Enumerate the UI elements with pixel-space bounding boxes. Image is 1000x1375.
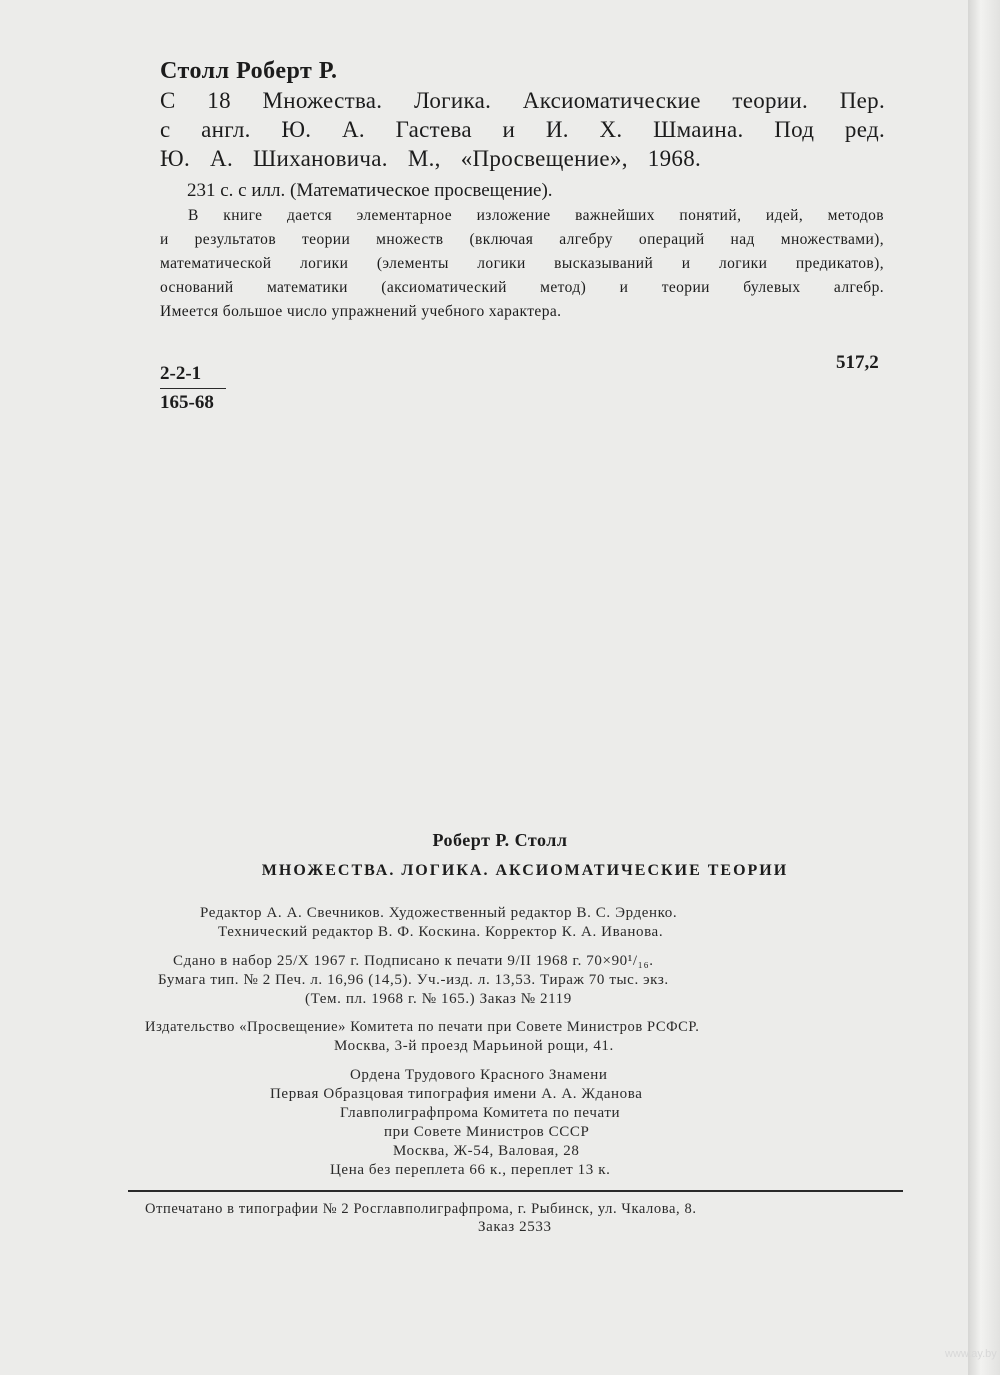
udc-code: 517,2 xyxy=(836,352,879,373)
imprint-publisher-1: Издательство «Просвещение» Комитета по печати при Совете Министров РСФСР. xyxy=(145,1019,700,1035)
bib-line-2: с англ. Ю. А. Гастева и И. Х. Шмаина. Под ред. xyxy=(160,117,885,142)
index-denominator: 165-68 xyxy=(160,392,214,413)
imprint-footer-2: Заказ 2533 xyxy=(478,1219,552,1235)
imprint-rule xyxy=(128,1190,903,1192)
annotation-line-3: математической логики (элементы логики высказываний и логики предикатов), xyxy=(160,255,884,272)
imprint-printer-1: Ордена Трудового Красного Знамени xyxy=(350,1067,608,1083)
annotation-line-5: Имеется большое число упражнений учебного характера. xyxy=(160,303,562,320)
imprint-editors-2: Технический редактор В. Ф. Коскина. Корректор К. А. Иванова. xyxy=(218,924,664,940)
bib-line-1: С 18 Множества. Логика. Аксиоматические теории. Пер. xyxy=(160,88,885,113)
imprint-print-1: Сдано в набор 25/X 1967 г. Подписано к печати 9/II 1968 г. 70×90¹/₁₆. xyxy=(173,953,654,969)
imprint-printer-5: Москва, Ж-54, Валовая, 28 xyxy=(393,1143,580,1159)
imprint-price: Цена без переплета 66 к., переплет 13 к. xyxy=(330,1162,611,1178)
annotation-line-1: В книге дается элементарное изложение важнейших понятий, идей, методов xyxy=(188,207,884,224)
imprint-printer-3: Главполиграфпрома Комитета по печати xyxy=(340,1105,621,1121)
bib-line-3: Ю. А. Шихановича. М., «Просвещение», 1968. xyxy=(160,146,702,171)
bib-author: Столл Роберт Р. xyxy=(160,58,338,84)
index-numerator: 2-2-1 xyxy=(160,363,202,384)
imprint-print-2: Бумага тип. № 2 Печ. л. 16,96 (14,5). Уч.-изд. л. 13,53. Тираж 70 тыс. экз. xyxy=(158,972,669,988)
imprint-author: Роберт Р. Столл xyxy=(432,830,568,850)
imprint-footer-1: Отпечатано в типографии № 2 Росглавполиграфпрома, г. Рыбинск, ул. Чкалова, 8. xyxy=(145,1201,697,1217)
index-fraction-line xyxy=(160,388,226,389)
bib-pages: 231 с. с илл. (Математическое просвещение). xyxy=(187,180,553,201)
annotation-line-4: оснований математики (аксиоматический метод) и теории булевых алгебр. xyxy=(160,279,884,296)
imprint-print-3: (Тем. пл. 1968 г. № 165.) Заказ № 2119 xyxy=(305,991,572,1007)
imprint-printer-2: Первая Образцовая типография имени А. А. Жданова xyxy=(270,1086,643,1102)
imprint-title: МНОЖЕСТВА. ЛОГИКА. АКСИОМАТИЧЕСКИЕ ТЕОРИИ xyxy=(261,862,789,879)
imprint-editors-1: Редактор А. А. Свечников. Художественный редактор В. С. Эрденко. xyxy=(200,905,678,921)
imprint-publisher-2: Москва, 3-й проезд Марьиной рощи, 41. xyxy=(334,1038,614,1054)
imprint-printer-4: при Совете Министров СССР xyxy=(384,1124,590,1140)
page-edge xyxy=(968,0,1000,1375)
annotation-line-2: и результатов теории множеств (включая алгебру операций над множествами), xyxy=(160,231,884,248)
watermark: www.ay.by xyxy=(945,1348,997,1360)
